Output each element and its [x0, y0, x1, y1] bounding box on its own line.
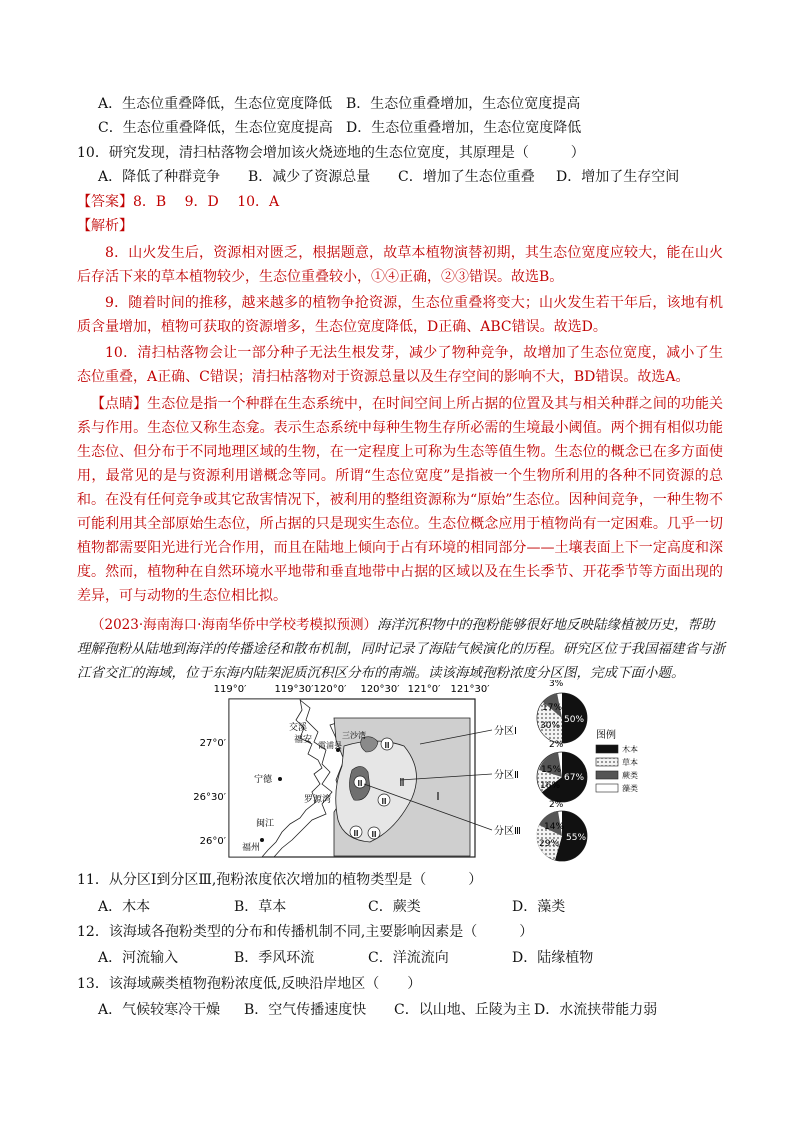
q13-option-a: A．气候较寒冷干燥: [98, 1002, 221, 1018]
pie-3-label-b: 14%: [544, 822, 565, 832]
q9-option-b: B．生态位重叠增加，生态位宽度提高: [346, 96, 581, 112]
lon-tick-6: 121°30′: [450, 684, 490, 695]
q13-option-d: D．水流挟带能力弱: [534, 1002, 658, 1018]
q11-stem: 11．从分区Ⅰ到分区Ⅲ,孢粉浓度依次增加的植物类型是（ ）: [77, 872, 483, 888]
q9-options-row2: [98, 118, 581, 138]
place-ningde: 宁德: [254, 775, 273, 785]
q11-option-c: C．蕨类: [368, 899, 421, 915]
pollen-zone-figure: [0, 680, 800, 870]
legend-title: 图例: [596, 730, 616, 741]
pie-2-label-b: 15%: [541, 765, 562, 775]
q12-option-a: A．河流输入: [98, 950, 179, 966]
pie-3-label-c: 29%: [539, 839, 560, 849]
analysis-q8: 8．山火发生后，资源相对匮乏，根据题意，故草本植物演替初期，其生态位宽度应较大，能在山火后存活下来的草本植物较少，生态位重叠较小，①④正确，②③错误。故选B。: [77, 245, 723, 285]
place-sanshawan: 三沙湾: [342, 731, 366, 740]
answer-line: [77, 192, 279, 212]
pie-zone-3: [537, 800, 587, 861]
q10-options: [98, 167, 679, 187]
q10-stem: 10．研究发现，清扫枯落物会增加该火烧迹地的生态位宽度，其原理是（ ）: [77, 145, 585, 161]
legend-label-4: 藻类: [622, 784, 638, 793]
place-fuan: 福安: [294, 735, 313, 745]
q9-option-a: A．生态位重叠降低，生态位宽度降低: [98, 96, 333, 112]
place-xiapu: 霞浦县: [318, 741, 342, 750]
q12-options: [98, 948, 593, 968]
lon-tick-2: 119°30′: [274, 684, 314, 695]
pie-1-label-c: 30%: [540, 721, 561, 731]
pie-3-label-d: 55%: [566, 833, 587, 843]
pie-1-label-d: 50%: [564, 715, 585, 725]
zone-mark-3a-label: Ⅲ: [384, 741, 390, 750]
pie-2-label-c: 16%: [540, 781, 561, 791]
q12-stem: 12．该海域各孢粉类型的分布和传播机制不同,主要影响因素是（ ）: [77, 924, 534, 940]
q12-option-c: C．洋流流向: [368, 950, 449, 966]
analysis-label: 【解析】: [77, 218, 133, 234]
question-intro-text: 海洋沉积物中的孢粉能够很好地反映陆缘植被历史，帮助理解孢粉从陆地到海洋的传播途径和散布机制，同时记录了海陆气候演化的历程。研究区位于我国福建省与浙江省交汇的海域，位于东海内陆架泥质沉积区分布的南端。读该海域孢粉浓度分区图，完成下面小题。: [77, 617, 725, 681]
pie-zone-1: [537, 680, 587, 743]
q10-option-b: B．减少了资源总量: [248, 169, 371, 185]
lon-tick-3: 120°0′: [313, 684, 347, 695]
fuzhou-dot: [260, 838, 264, 842]
question-source: （2023·海南海口·海南华侨中学校考模拟预测）: [91, 617, 377, 633]
legend-label-1: 木本: [622, 745, 638, 754]
answer-label: 【答案】: [77, 194, 133, 210]
pie-2-label-a: 2%: [549, 740, 564, 750]
q9-option-d: D．生态位重叠增加，生态位宽度降低: [346, 120, 582, 136]
q11-option-a: A．木本: [98, 899, 151, 915]
place-jiaoxi: 交溪: [289, 723, 308, 733]
zone-mark-3d-label: Ⅲ: [371, 830, 377, 839]
zone-mark-3c-label: Ⅲ: [353, 829, 359, 838]
legend-swatch-1: [596, 745, 618, 753]
zone-1-callout: 分区Ⅰ: [494, 726, 517, 737]
q13-option-b: B．空气传播速度快: [244, 1002, 367, 1018]
q13-stem: 13．该海域蕨类植物孢粉浓度低,反映沿岸地区（ ）: [77, 976, 422, 992]
legend-swatch-3: [596, 771, 618, 779]
pie-zone-2: [537, 740, 587, 802]
lon-tick-5: 121°0′: [407, 684, 441, 695]
place-minjiang: 闽江: [256, 819, 275, 829]
q9-option-c: C．生态位重叠降低，生态位宽度提高: [98, 120, 333, 136]
q10-option-a: A．降低了种群竞争: [98, 169, 221, 185]
q11-option-b: B．草本: [234, 899, 287, 915]
lat-tick-3: 26°0′: [199, 836, 226, 847]
answer-text: 8．B 9．D 10．A: [133, 194, 280, 210]
q11-option-d: D．藻类: [512, 899, 566, 915]
pie-1-label-b: 17%: [542, 703, 563, 713]
legend: [596, 728, 638, 793]
lon-tick-1: 119°0′: [213, 684, 247, 695]
pie-2-label-d: 67%: [564, 773, 585, 783]
zone-mark-3e-label: Ⅲ: [381, 797, 387, 806]
pie-1-label-a: 3%: [549, 680, 564, 689]
zone-mark-2: Ⅱ: [399, 776, 405, 789]
q10-option-d: D．增加了生存空间: [556, 169, 680, 185]
q9-options-row1: [98, 94, 580, 114]
legend-label-2: 草本: [622, 758, 638, 767]
analysis-q10: 10．清扫枯落物会让一部分种子无法生根发芽，减少了物种竞争，故增加了生态位宽度，减小了生态位重叠，A正确、C错误；清扫枯落物对于资源总量以及生存空间的影响不大，BD错误。故选A。: [77, 345, 723, 385]
place-fuzhou: 福州: [242, 843, 261, 853]
zone-mark-1: Ⅰ: [436, 790, 440, 803]
ningde-dot: [278, 777, 282, 781]
legend-label-3: 蕨类: [622, 771, 638, 780]
lat-tick-2: 26°30′: [193, 792, 226, 803]
q13-option-c: C．以山地、丘陵为主: [394, 1002, 531, 1018]
legend-swatch-2: [596, 758, 618, 766]
analysis-note: 【点睛】生态位是指一个种群在生态系统中，在时间空间上所占据的位置及其与相关种群之间的功能关系与作用。生态位又称生态龛。表示生态系统中每种生物生存所必需的生境最小阈值。两个拥有相似功能生态位、但分布于不同地理区域的生物，在一定程度上可称为生态等值生物。生态位的概念已在多方面使用，最常见的是与资源利用谱概念等同。所谓“生态位宽度”是指被一个生物所利用的各种不同资源的总和。在没有任何竞争或其它敌害情况下，被利用的整组资源称为“原始”生态位。因种间竞争，一种生物不可能利用其全部原始生态位，所占据的只是现实生态位。生态位概念应用于植物尚有一定困难。几乎一切植物都需要阳光进行光合作用，而且在陆地上倾向于占有环境的相同部分——土壤表面上下一定高度和深度。然而，植物种在自然环境水平地带和垂直地带中占据的区域以及在生长季节、开花季节等方面出现的差异，可与动物的生态位相比拟。: [77, 396, 723, 604]
zone-2-callout: 分区Ⅱ: [494, 770, 519, 781]
place-luoyuanwan: 罗源湾: [304, 795, 332, 805]
q11-options: [98, 897, 565, 917]
analysis-q9: 9．随着时间的推移，越来越多的植物争抢资源，生态位重叠将变大；山火发生若干年后，该地有机质含量增加，植物可获取的资源增多，生态位宽度降低，D正确、ABC错误。故选D。: [77, 295, 723, 335]
lon-tick-4: 120°30′: [360, 684, 400, 695]
pie-3-label-a: 2%: [549, 800, 564, 810]
q13-options: [98, 1000, 657, 1020]
q10-option-c: C．增加了生态位重叠: [398, 169, 535, 185]
q12-option-b: B．季风环流: [234, 950, 315, 966]
zone-mark-3b-label: Ⅲ: [357, 779, 363, 788]
question-intro: [77, 613, 727, 685]
zone-3-callout: 分区Ⅲ: [494, 826, 521, 837]
legend-swatch-4: [596, 784, 618, 792]
lat-tick-1: 27°0′: [199, 738, 226, 749]
q12-option-d: D．陆缘植物: [512, 950, 594, 966]
